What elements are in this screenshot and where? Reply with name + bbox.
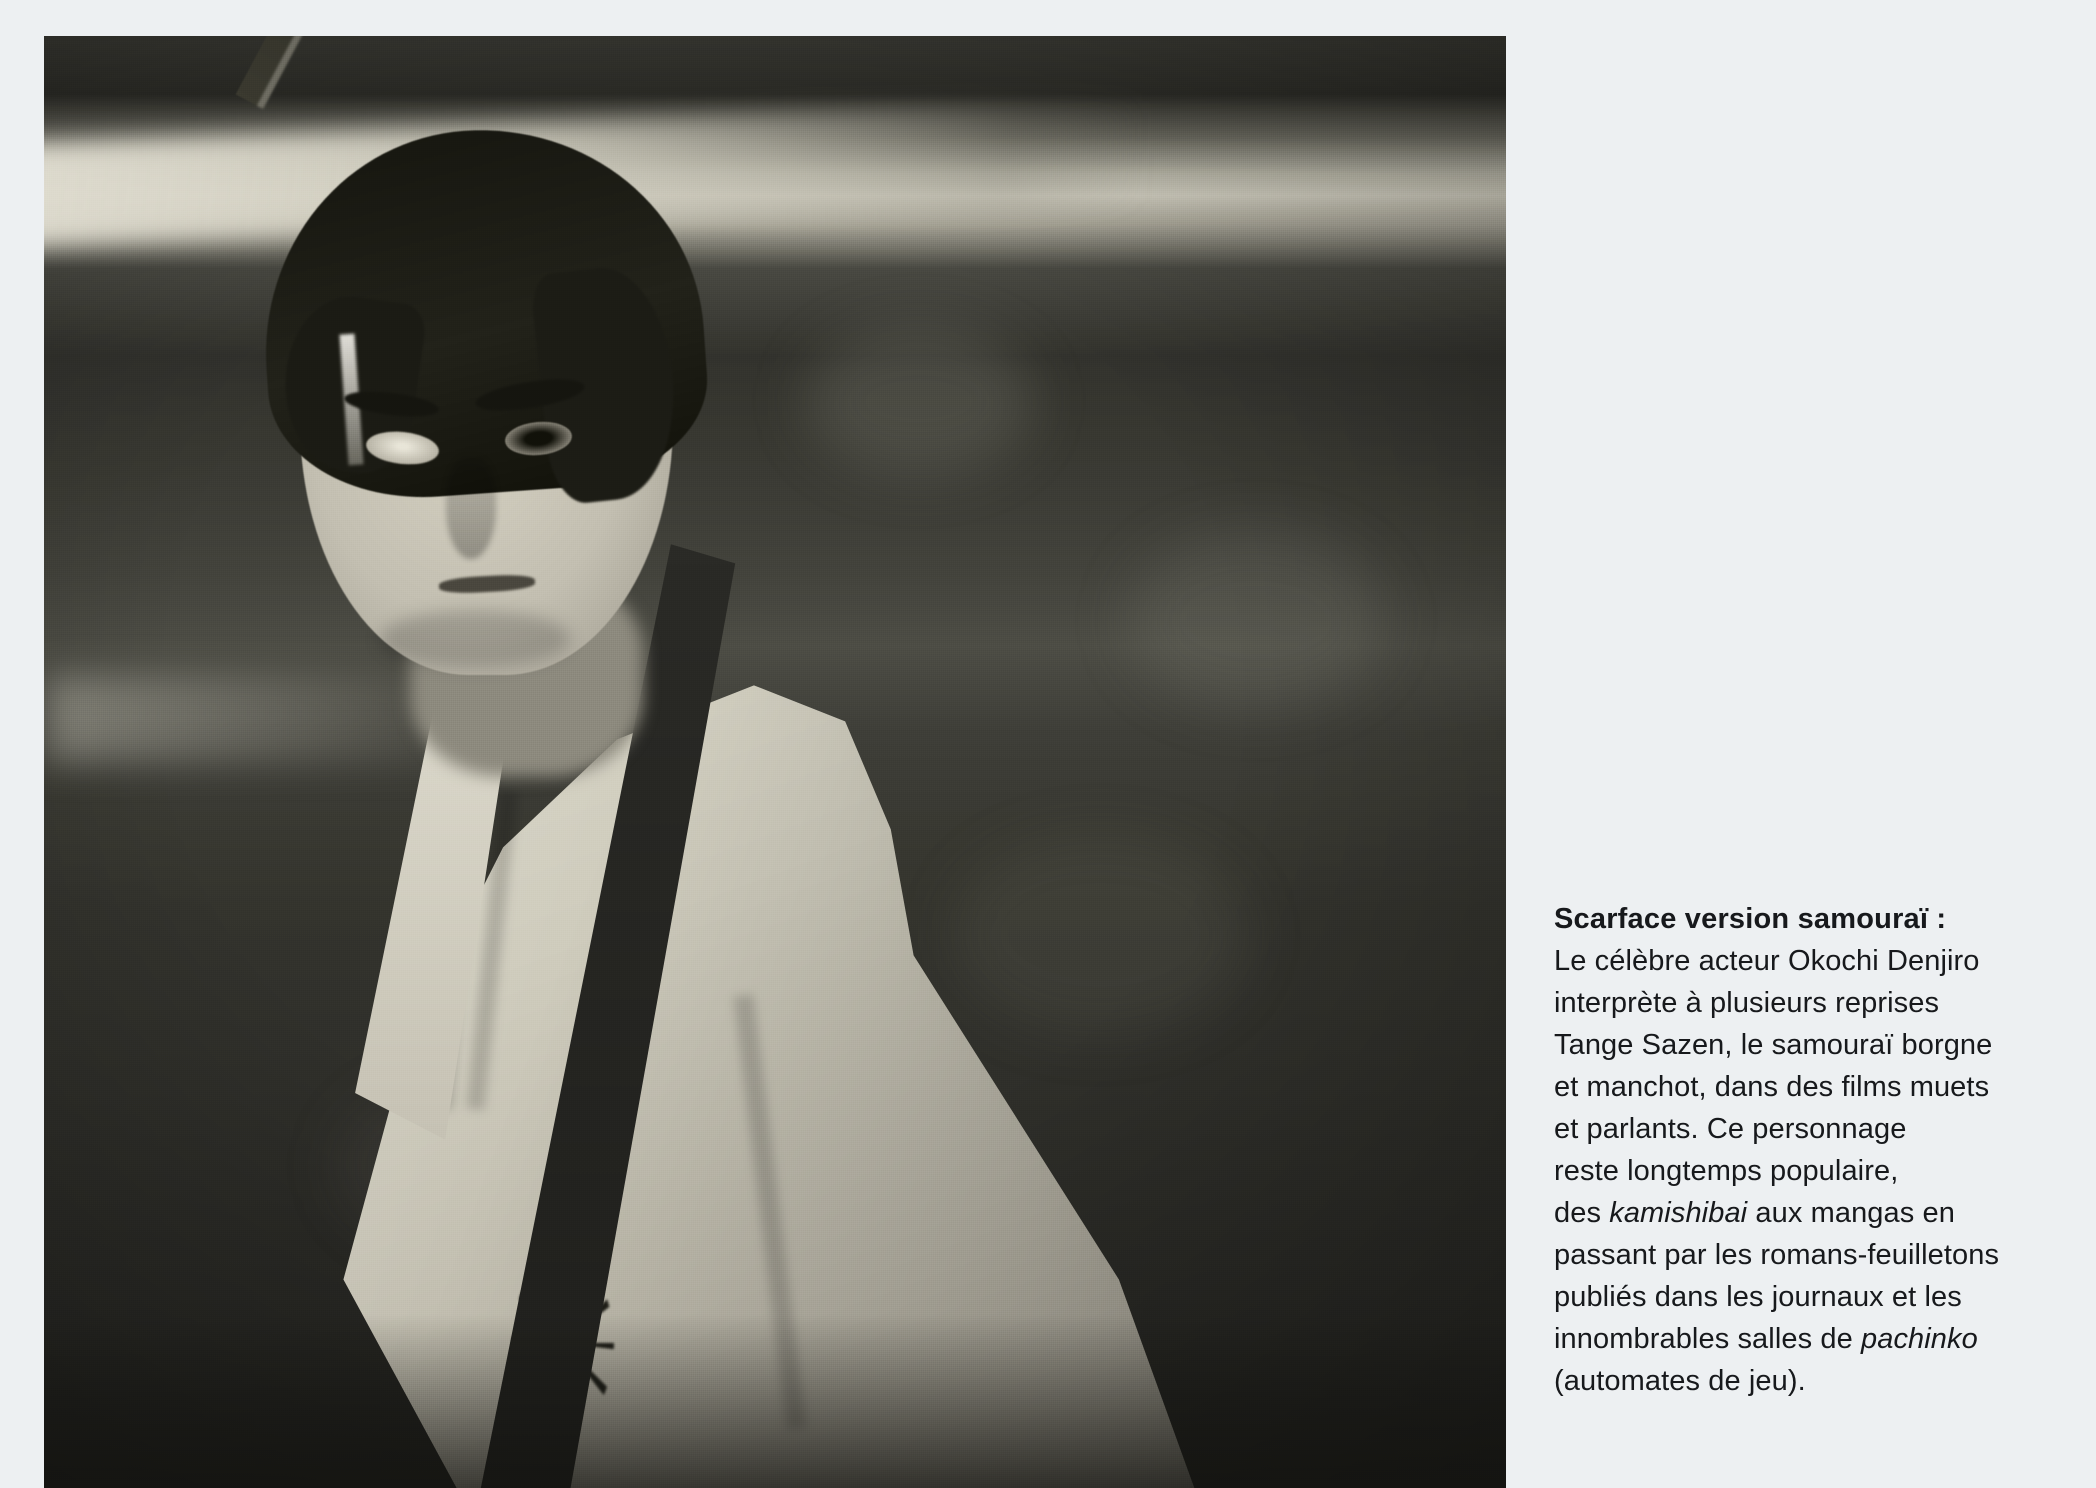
figure-nose <box>446 457 496 559</box>
caption-line: passant par les romans-feuilletons <box>1554 1239 2000 1271</box>
caption-line-italic-kamishibai: des kamishibai aux mangas en <box>1554 1197 1955 1229</box>
italic-term-kamishibai: kamishibai <box>1609 1197 1748 1229</box>
caption-line: reste longtemps populaire, <box>1554 1155 1899 1187</box>
caption-line: Le célèbre acteur Okochi Denjiro <box>1554 945 1980 977</box>
background-blur-blob <box>804 326 1034 476</box>
figure-chin-shadow <box>380 610 570 668</box>
caption-line: Tange Sazen, le samouraï borgne <box>1554 1029 1993 1061</box>
caption-line: et manchot, dans des films muets <box>1554 1071 1990 1103</box>
caption-line: (automates de jeu). <box>1554 1365 1806 1397</box>
figure-caption <box>1554 898 2042 1402</box>
caption-line: interprète à plusieurs reprises <box>1554 987 1940 1019</box>
background-blur-blob <box>1126 530 1386 710</box>
background-blur-blob <box>950 835 1250 1035</box>
photograph <box>44 36 1506 1488</box>
italic-term-pachinko: pachinko <box>1860 1323 1978 1355</box>
caption-line: et parlants. Ce personnage <box>1554 1113 1907 1145</box>
caption-line: publiés dans les journaux et les <box>1554 1281 1962 1313</box>
photo-bottom-shadow <box>44 1314 1506 1488</box>
caption-lead: Scarface version samouraï : <box>1554 903 1947 935</box>
caption-line-italic-pachinko: innombrables salles de pachinko <box>1554 1323 1978 1355</box>
